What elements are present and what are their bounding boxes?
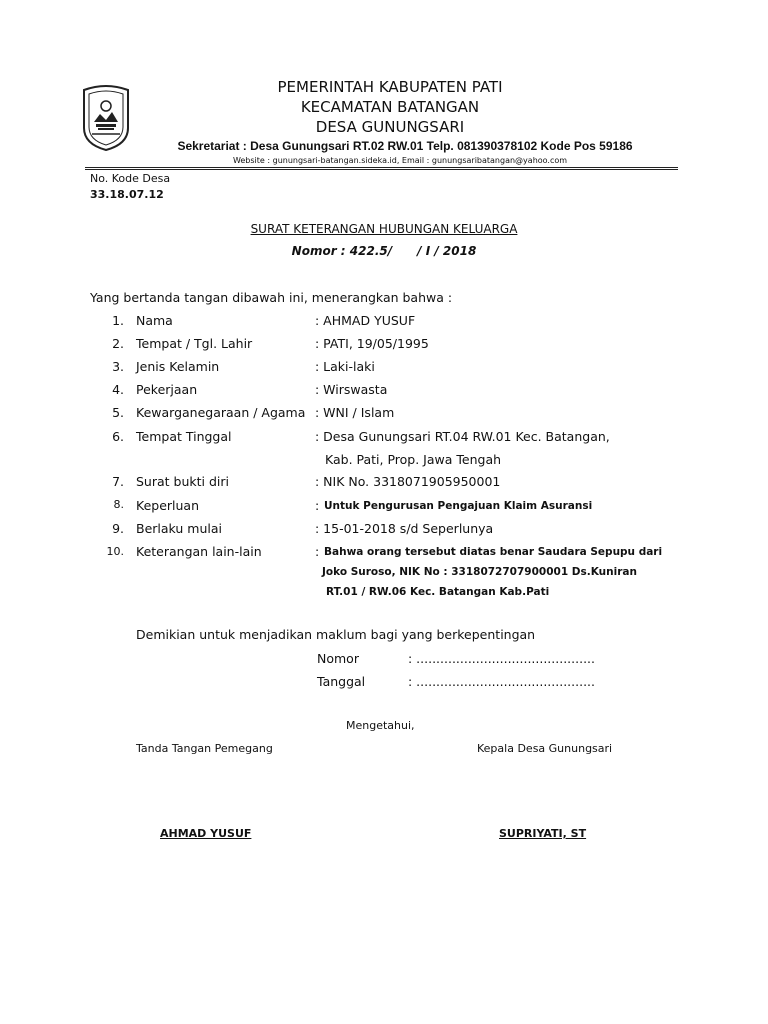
item-number: 10. <box>106 545 124 558</box>
header-address: Sekretariat : Desa Gunungsari RT.02 RW.01 Telp. 081390378102 Kode Pos 59186 <box>177 139 633 153</box>
header-government-title: PEMERINTAH KABUPATEN PATI <box>277 78 503 96</box>
item-number: 8. <box>113 498 124 511</box>
item-value: : <box>315 498 320 513</box>
item-label: Nama <box>136 313 173 328</box>
item-label: Surat bukti diri <box>136 474 229 489</box>
item-value: : AHMAD YUSUF <box>315 313 416 328</box>
item-label: Berlaku mulai <box>136 521 222 536</box>
item-value-bold: Bahwa orang tersebut diatas benar Saudara Sepupu dari <box>324 546 663 558</box>
header-village-title: DESA GUNUNGSARI <box>315 118 465 136</box>
holder-name: AHMAD YUSUF <box>160 827 252 840</box>
item-label: Keperluan <box>136 498 200 513</box>
header-website: Website : gunungsari-batangan.sideka.id, Email : gunungsaribatangan@yahoo.com <box>232 156 568 165</box>
item-value: : Desa Gunungsari RT.04 RW.01 Kec. Batangan, <box>315 429 610 444</box>
village-code-value: 33.18.07.12 <box>90 188 164 201</box>
item-value: : WNI / Islam <box>315 405 395 420</box>
item-number: 3. <box>112 359 124 374</box>
intro-text: Yang bertanda tangan dibawah ini, menerangkan bahwa : <box>90 290 453 305</box>
item-number: 4. <box>112 382 124 397</box>
item-value-bold: Untuk Pengurusan Pengajuan Klaim Asuransi <box>324 500 593 512</box>
nomor-field-value: : ............................................. <box>408 651 595 666</box>
item-number: 1. <box>112 313 124 328</box>
item-value-continued: RT.01 / RW.06 Kec. Batangan Kab.Pati <box>326 586 550 598</box>
document-title: SURAT KETERANGAN HUBUNGAN KELUARGA <box>250 222 518 236</box>
item-value: : NIK No. 3318071905950001 <box>315 474 501 489</box>
item-number: 6. <box>112 429 124 444</box>
header-divider <box>85 169 678 170</box>
item-number: 9. <box>112 521 124 536</box>
closing-statement: Demikian untuk menjadikan maklum bagi yang berkepentingan <box>136 627 536 642</box>
item-number: 5. <box>112 405 124 420</box>
nomor-field-label: Nomor <box>317 651 359 666</box>
item-value-continued: Kab. Pati, Prop. Jawa Tengah <box>325 452 502 467</box>
head-signature-title: Kepala Desa Gunungsari <box>477 742 613 755</box>
header-district-title: KECAMATAN BATANGAN <box>300 98 480 116</box>
item-value: : 15-01-2018 s/d Seperlunya <box>315 521 494 536</box>
tanggal-field-value: : ............................................. <box>408 674 595 689</box>
item-label: Pekerjaan <box>136 382 198 397</box>
item-label: Tempat / Tgl. Lahir <box>136 336 253 351</box>
item-value: : Laki-laki <box>315 359 375 374</box>
item-value: : PATI, 19/05/1995 <box>315 336 429 351</box>
document-number: Nomor : 422.5/ / I / 2018 <box>291 244 477 258</box>
item-number: 7. <box>112 474 124 489</box>
acknowledged-label: Mengetahui, <box>346 719 415 732</box>
head-name: SUPRIYATI, ST <box>499 827 587 840</box>
item-value: : <box>315 544 320 559</box>
village-code-label: No. Kode Desa <box>90 172 171 185</box>
item-label: Tempat Tinggal <box>136 429 232 444</box>
item-label: Keterangan lain-lain <box>136 544 262 559</box>
item-value-continued: Joko Suroso, NIK No : 3318072707900001 Ds.Kuniran <box>322 566 637 578</box>
item-label: Jenis Kelamin <box>136 359 220 374</box>
item-label: Kewarganegaraan / Agama <box>136 405 306 420</box>
holder-signature-title: Tanda Tangan Pemegang <box>136 742 273 755</box>
item-number: 2. <box>112 336 124 351</box>
header-divider <box>85 167 678 168</box>
tanggal-field-label: Tanggal <box>317 674 366 689</box>
item-value: : Wirswasta <box>315 382 388 397</box>
